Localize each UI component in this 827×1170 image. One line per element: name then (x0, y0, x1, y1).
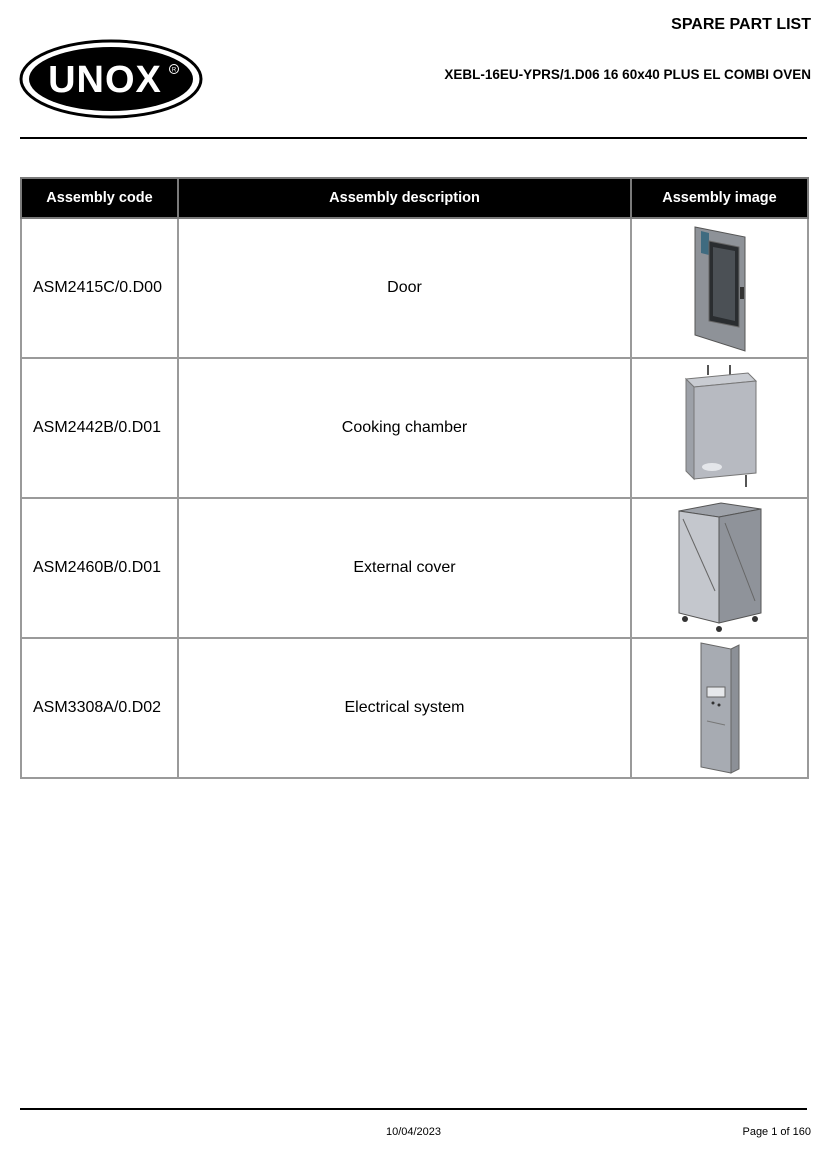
footer-divider (20, 1108, 807, 1110)
column-header-assembly-code: Assembly code (21, 178, 178, 218)
assembly-code-cell[interactable]: ASM2460B/0.D01 (21, 498, 178, 638)
column-header-assembly-description: Assembly description (178, 178, 631, 218)
cooking-chamber-image (680, 363, 760, 493)
assembly-table (20, 177, 809, 779)
assembly-description-cell: Door (178, 218, 631, 358)
table-header-row (21, 178, 808, 218)
assembly-image-cell[interactable] (631, 638, 808, 778)
assembly-description-cell: Electrical system (178, 638, 631, 778)
assembly-description-cell: External cover (178, 498, 631, 638)
assembly-description-cell: Cooking chamber (178, 358, 631, 498)
assembly-image-cell[interactable] (631, 498, 808, 638)
column-header-assembly-image: Assembly image (631, 178, 808, 218)
document-subtitle: XEBL-16EU-YPRS/1.D06 16 60x40 PLUS EL COMBI OVEN (444, 67, 811, 82)
assembly-code-cell[interactable]: ASM2415C/0.D00 (21, 218, 178, 358)
unox-logo (19, 39, 203, 119)
assembly-image-cell[interactable] (631, 358, 808, 498)
table-row[interactable] (21, 218, 808, 358)
table-row[interactable] (21, 638, 808, 778)
assembly-image-cell[interactable] (631, 218, 808, 358)
svg-text:R: R (171, 67, 177, 74)
oven-door-image (685, 223, 755, 353)
table-row[interactable] (21, 358, 808, 498)
footer-date: 10/04/2023 (385, 1126, 442, 1138)
page-number: Page 1 of 160 (742, 1126, 811, 1138)
assembly-code-cell[interactable]: ASM3308A/0.D02 (21, 638, 178, 778)
svg-text:UNOX: UNOX (48, 59, 162, 101)
assembly-code-cell[interactable]: ASM2442B/0.D01 (21, 358, 178, 498)
table-row[interactable] (21, 498, 808, 638)
external-cover-image (675, 501, 765, 635)
document-title: SPARE PART LIST (671, 16, 811, 33)
header-divider (20, 137, 807, 139)
electrical-system-image (695, 641, 745, 775)
